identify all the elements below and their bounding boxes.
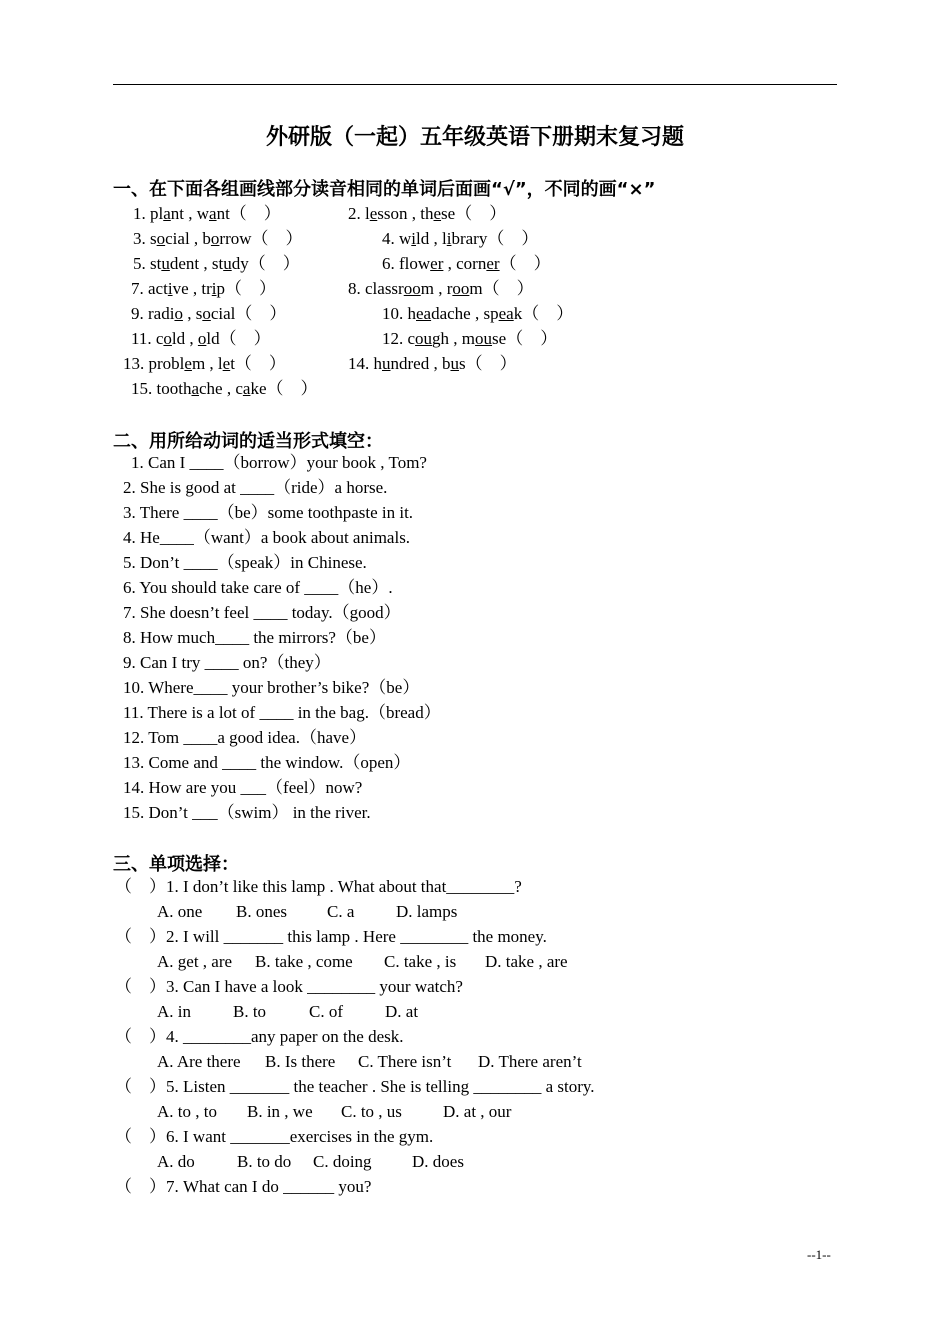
word-text: rrow（ ） xyxy=(219,229,303,248)
option-a: A. in xyxy=(157,1002,191,1021)
s1-item-1 xyxy=(133,204,281,224)
s2-item: 2. She is good at ____（ride）a horse. xyxy=(123,478,388,497)
word-text: , corn xyxy=(443,254,487,273)
word-text: k（ ） xyxy=(513,304,574,323)
word-text: p（ ） xyxy=(216,279,276,298)
option-c: C. take , is xyxy=(384,952,457,971)
item-number: 15. xyxy=(131,379,157,398)
word-text: classr xyxy=(365,279,404,298)
s1-item-5 xyxy=(133,254,300,274)
word-text: radi xyxy=(148,304,175,323)
word-text: t（ ） xyxy=(230,354,286,373)
s2-item: 13. Come and ____ the window.（open） xyxy=(123,753,411,772)
word-text: che , c xyxy=(199,379,243,398)
item-number: 14. xyxy=(348,354,374,373)
s2-item: 12. Tom ____a good idea.（have） xyxy=(123,728,367,747)
word-text: flow xyxy=(399,254,431,273)
section3-heading: 三、单项选择： xyxy=(113,854,239,875)
s3-question-6: （ ）6. I want _______exercises in the gym. xyxy=(115,1127,434,1146)
s2-item: 14. How are you ___（feel）now? xyxy=(123,778,363,797)
s1-item-6 xyxy=(382,254,551,274)
header-rule xyxy=(113,84,837,85)
s3-question-1: （ ）1. I don’t like this lamp . What about that________? xyxy=(115,877,522,896)
item-number: 2. xyxy=(348,204,365,223)
underlined-letters: a xyxy=(191,379,199,398)
option-b: B. in , we xyxy=(247,1102,313,1121)
underlined-letters: ou xyxy=(415,329,433,348)
word-text: gh , m xyxy=(432,329,476,348)
item-number: 11. xyxy=(131,329,156,348)
word-text: s（ ） xyxy=(458,354,517,373)
s1-item-13 xyxy=(123,354,286,374)
item-number: 12. xyxy=(382,329,408,348)
item-number: 4. xyxy=(382,229,399,248)
word-text: （ ） xyxy=(499,254,551,273)
item-number: 1. xyxy=(133,204,150,223)
underlined-letters: oo xyxy=(452,279,470,298)
word-text: s xyxy=(150,229,157,248)
word-text: tooth xyxy=(156,379,192,398)
word-text: l xyxy=(365,204,370,223)
underlined-letters: a xyxy=(163,204,171,223)
word-text: act xyxy=(148,279,168,298)
s2-item: 10. Where____ your brother’s bike?（be） xyxy=(123,678,420,697)
word-text: m , r xyxy=(420,279,453,298)
page-title: 外研版（一起）五年级英语下册期末复习题 xyxy=(265,125,684,150)
s1-item-15 xyxy=(131,379,317,399)
s1-item-3 xyxy=(133,229,303,249)
underlined-letters: ea xyxy=(416,304,432,323)
word-text: sson , th xyxy=(377,204,434,223)
underlined-letters: o xyxy=(174,304,183,323)
underlined-letters: i xyxy=(211,279,217,298)
underlined-letters: o xyxy=(163,329,172,348)
option-a: A. one xyxy=(157,902,203,921)
underlined-letters: a xyxy=(209,204,217,223)
item-number: 13. xyxy=(123,354,149,373)
underlined-letters: o xyxy=(197,329,207,348)
underlined-letters: er xyxy=(486,254,500,273)
option-c: C. a xyxy=(327,902,355,921)
option-b: B. ones xyxy=(236,902,287,921)
word-text: ve , tr xyxy=(172,279,212,298)
underlined-letters: i xyxy=(167,279,173,298)
word-text: st xyxy=(150,254,162,273)
word-text: h xyxy=(373,354,382,373)
option-c: C. There isn’t xyxy=(358,1052,452,1071)
option-d: D. at , our xyxy=(443,1102,512,1121)
option-b: B. to xyxy=(233,1002,267,1021)
underlined-letters: o xyxy=(202,304,211,323)
word-text: c xyxy=(155,329,164,348)
s2-item: 3. There ____（be）some toothpaste in it. xyxy=(123,503,414,522)
underlined-letters: e xyxy=(222,354,231,373)
word-text: cial , b xyxy=(165,229,211,248)
item-number: 3. xyxy=(133,229,150,248)
word-text: w xyxy=(399,229,412,248)
word-text: cial（ ） xyxy=(210,304,287,323)
word-text: m , l xyxy=(191,354,223,373)
s2-item: 5. Don’t ____（speak）in Chinese. xyxy=(123,553,367,572)
underlined-letters: u xyxy=(161,254,170,273)
s1-item-12 xyxy=(382,329,557,349)
underlined-letters: er xyxy=(430,254,444,273)
option-d: D. lamps xyxy=(396,902,458,921)
word-text: ke（ ） xyxy=(250,379,318,398)
item-number: 5. xyxy=(133,254,150,273)
word-text: ld , l xyxy=(416,229,447,248)
underlined-letters: u xyxy=(223,254,232,273)
word-text: pl xyxy=(150,204,164,223)
s1-item-4 xyxy=(382,229,538,249)
s3-question-4: （ ）4. ________any paper on the desk. xyxy=(115,1027,404,1046)
underlined-letters: e xyxy=(184,354,192,373)
item-number: 6. xyxy=(382,254,399,273)
s1-item-14 xyxy=(348,354,517,374)
underlined-letters: i xyxy=(446,229,452,248)
s1-item-11 xyxy=(131,329,271,349)
word-text: , s xyxy=(182,304,203,323)
underlined-letters: u xyxy=(450,354,459,373)
word-text: ld（ ） xyxy=(206,329,271,348)
s2-item: 9. Can I try ____ on?（they） xyxy=(123,653,331,672)
underlined-letters: ou xyxy=(475,329,493,348)
word-text: se（ ） xyxy=(492,329,558,348)
page-number: --1-- xyxy=(807,1247,831,1262)
section1-heading: 一、在下面各组画线部分读音相同的单词后面画“√”，不同的画“×” xyxy=(113,179,656,200)
option-c: C. of xyxy=(309,1002,343,1021)
word-text: dent , st xyxy=(169,254,224,273)
word-text: ndred , b xyxy=(390,354,451,373)
word-text: dy（ ） xyxy=(231,254,300,273)
option-a: A. Are there xyxy=(157,1052,241,1071)
word-text: m（ ） xyxy=(469,279,534,298)
option-a: A. to , to xyxy=(157,1102,217,1121)
word-text: nt（ ） xyxy=(216,204,281,223)
option-b: B. take , come xyxy=(255,952,353,971)
option-b: B. to do xyxy=(237,1152,292,1171)
item-number: 7. xyxy=(131,279,148,298)
underlined-letters: ea xyxy=(498,304,514,323)
word-text: se（ ） xyxy=(441,204,507,223)
underlined-letters: a xyxy=(242,379,251,398)
option-d: D. at xyxy=(385,1002,419,1021)
s3-question-3: （ ）3. Can I have a look ________ your watch? xyxy=(115,977,463,996)
option-c: C. doing xyxy=(313,1152,372,1171)
s1-item-2 xyxy=(348,204,506,224)
word-text: probl xyxy=(148,354,185,373)
s3-question-2: （ ）2. I will _______ this lamp . Here ________ the money. xyxy=(115,927,547,946)
word-text: brary（ ） xyxy=(451,229,539,248)
section2-heading: 二、用所给动词的适当形式填空： xyxy=(113,431,383,452)
option-b: B. Is there xyxy=(265,1052,336,1071)
word-text: ld , xyxy=(171,329,198,348)
s3-question-7: （ ）7. What can I do ______ you? xyxy=(115,1177,372,1196)
s2-item: 8. How much____ the mirrors?（be） xyxy=(123,628,386,647)
word-text: c xyxy=(407,329,416,348)
s3-question-5: （ ）5. Listen _______ the teacher . She is telling ________ a story. xyxy=(115,1077,595,1096)
item-number: 8. xyxy=(348,279,365,298)
underlined-letters: o xyxy=(210,229,220,248)
s1-item-7 xyxy=(131,279,276,299)
underlined-letters: oo xyxy=(403,279,421,298)
s2-item: 6. You should take care of ____（he）. xyxy=(123,578,393,597)
s2-item: 15. Don’t ___（swim） in the river. xyxy=(123,803,371,822)
option-d: D. take , are xyxy=(485,952,568,971)
underlined-letters: o xyxy=(156,229,166,248)
s1-item-8 xyxy=(348,279,534,299)
underlined-letters: e xyxy=(433,204,442,223)
item-number: 9. xyxy=(131,304,148,323)
s2-item: 11. There is a lot of ____ in the bag.（bread） xyxy=(123,703,441,722)
s2-item: 7. She doesn’t feel ____ today.（good） xyxy=(123,603,401,622)
word-text: h xyxy=(407,304,416,323)
option-a: A. get , are xyxy=(157,952,233,971)
item-number: 10. xyxy=(382,304,408,323)
s1-item-9 xyxy=(131,304,286,324)
s2-item: 1. Can I ____（borrow）your book , Tom? xyxy=(131,453,427,472)
option-c: C. to , us xyxy=(341,1102,402,1121)
underlined-letters: e xyxy=(369,204,378,223)
s1-item-10 xyxy=(382,304,573,324)
s2-item: 4. He____（want）a book about animals. xyxy=(123,528,411,547)
word-text: nt , w xyxy=(170,204,210,223)
option-d: D. does xyxy=(412,1152,464,1171)
underlined-letters: u xyxy=(382,354,391,373)
word-text: dache , sp xyxy=(431,304,499,323)
underlined-letters: i xyxy=(411,229,417,248)
option-d: D. There aren’t xyxy=(478,1052,582,1071)
option-a: A. do xyxy=(157,1152,195,1171)
